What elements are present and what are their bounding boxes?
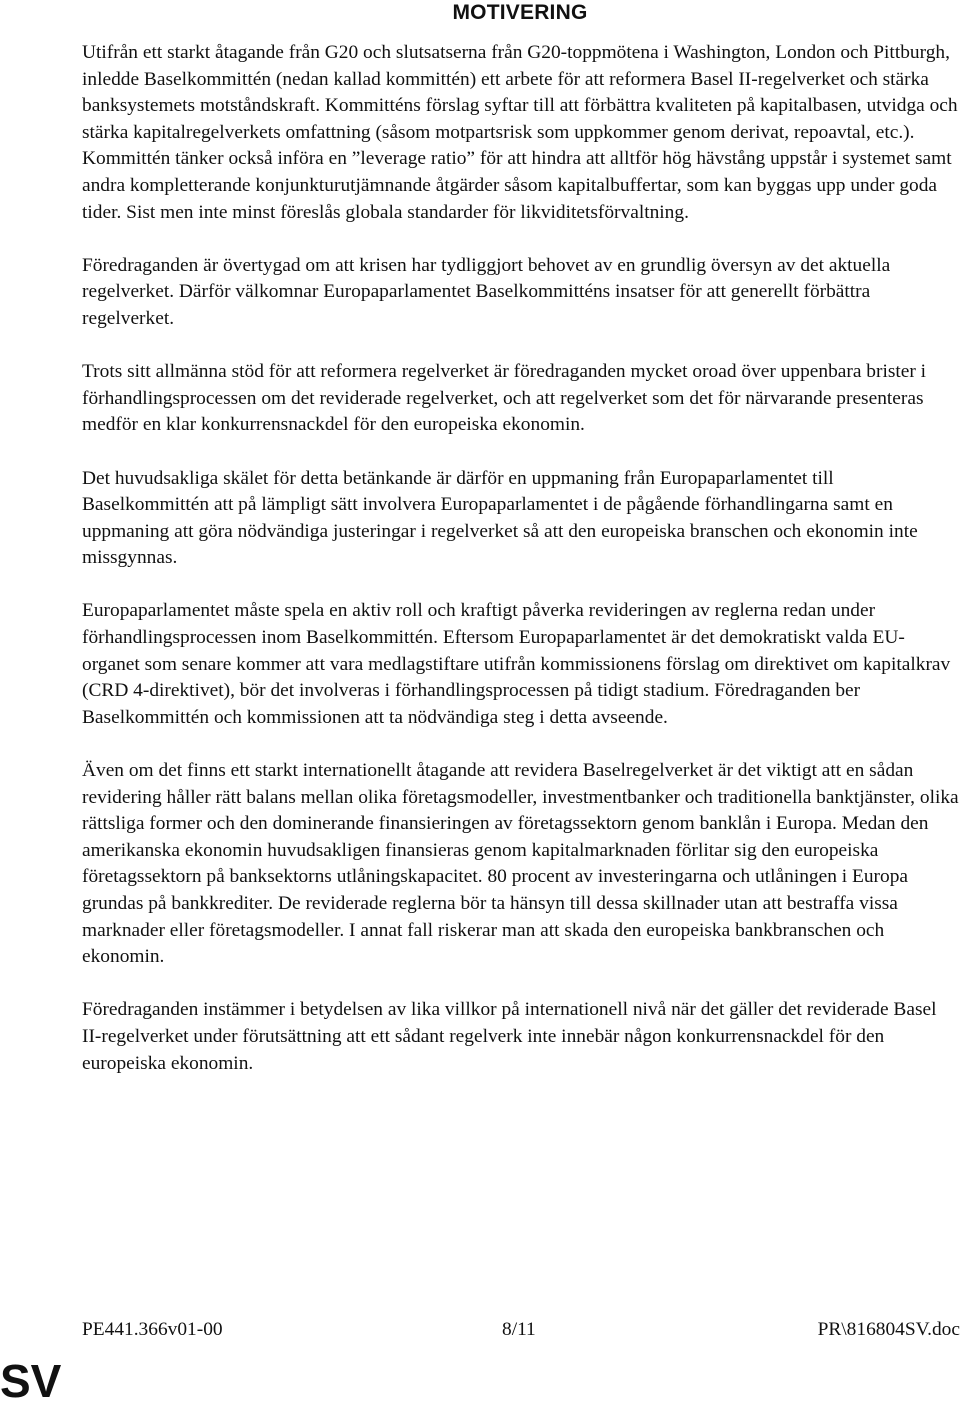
paragraph-3: Trots sitt allmänna stöd för att reformera regelverket är föredraganden mycket oroad över uppenbara brister i förhandlingsprocessen om det reviderade regelverket, och att regelverket som det för närvarande presenteras medför en klar konkurrensnackdel för den europeiska ekonomin. bbox=[82, 361, 927, 436]
page-title: MOTIVERING bbox=[452, 1, 588, 24]
paragraph-2: Föredraganden är övertygad om att krisen har tydliggjort behovet av en grundlig översyn av det aktuella regelverket. Därför välkomnar Europaparlamentet Baselkommitténs insatser för att generellt förbättra regelverket. bbox=[82, 254, 891, 329]
footer-file-name: PR\816804SV.doc bbox=[817, 1319, 960, 1340]
paragraph-5: Europaparlamentet måste spela en aktiv roll och kraftigt påverka revideringen av reglerna redan under förhandlingsprocessen inom Baselkommittén. Eftersom Europaparlamentet är det demokratiskt valda EU-organet som senare kommer att vara medlagstiftare utifrån kommissionens förslag om direktivet om kapitalkrav (CRD 4-direktivet), bör det involveras i förhandlingsprocessen på tidigt stadium. Föredraganden ber Baselkommittén och kommissionen att ta nödvändiga steg i detta avseende. bbox=[82, 600, 951, 728]
language-code: SV bbox=[0, 1355, 62, 1407]
paragraph-4: Det huvudsakliga skälet för detta betänkande är därför en uppmaning från Europaparlamentet till Baselkommittén att på lämpligt sätt involvera Europaparlamentet i de pågående förhandlingarna samt en uppmaning att göra nödvändiga justeringar i regelverket så att den europeiska branschen och ekonomin inte missgynnas. bbox=[82, 467, 918, 569]
paragraph-7: Föredraganden instämmer i betydelsen av lika villkor på internationell nivå när det gäller det reviderade Basel II-regelverket under förutsättning att ett sådant regelverk inte innebär någon konkurrensnackdel för den europeiska ekonomin. bbox=[82, 999, 937, 1074]
document-body bbox=[82, 40, 960, 1104]
page-footer bbox=[82, 1317, 960, 1343]
paragraph-1: Utifrån ett starkt åtagande från G20 och slutsatserna från G20-toppmötena i Washington, London och Pittburgh, inledde Baselkommittén (nedan kallad kommittén) ett arbete för att reformera Basel II-regelverket och stärka banksystemets motståndskraft. Kommitténs förslag syftar till att förbättra kvaliteten på kapitalbasen, utvidga och stärka kapitalregelverkets omfattning (såsom motpartsrisk som uppkommer genom derivat, repoavtal, etc.). Kommittén tänker också införa en ”leverage ratio” för att hindra att alltför hög hävstång uppstår i systemet samt andra kompletterande konjunkturutjämnande åtgärder såsom kapitalbuffertar, som kan byggas upp under goda tider. Sist men inte minst föreslås globala standarder för likviditetsförvaltning. bbox=[82, 42, 958, 223]
footer-page-number: 8/11 bbox=[502, 1319, 536, 1340]
paragraph-6: Även om det finns ett starkt internationellt åtagande att revidera Baselregelverket är det viktigt att en sådan revidering håller rätt balans mellan olika företagsmodeller, investmentbanker och traditionella banktjänster, olika rättsliga former och den dominerande finansieringen av företagssektorn genom banklån i Europa. Medan den amerikanska ekonomin huvudsakligen finansieras genom kapitalmarknaden förlitar sig den europeiska företagssektorn på banksektorns utlåningskapacitet. 80 procent av investeringarna och utlåningen i Europa grundas på bankkrediter. De reviderade reglerna bör ta hänsyn till dessa skillnader utan att bestraffa vissa marknader eller företagsmodeller. I annat fall riskerar man att skada den europeiska bankbranschen och ekonomin. bbox=[82, 760, 959, 968]
footer-doc-ref: PE441.366v01-00 bbox=[82, 1319, 223, 1340]
